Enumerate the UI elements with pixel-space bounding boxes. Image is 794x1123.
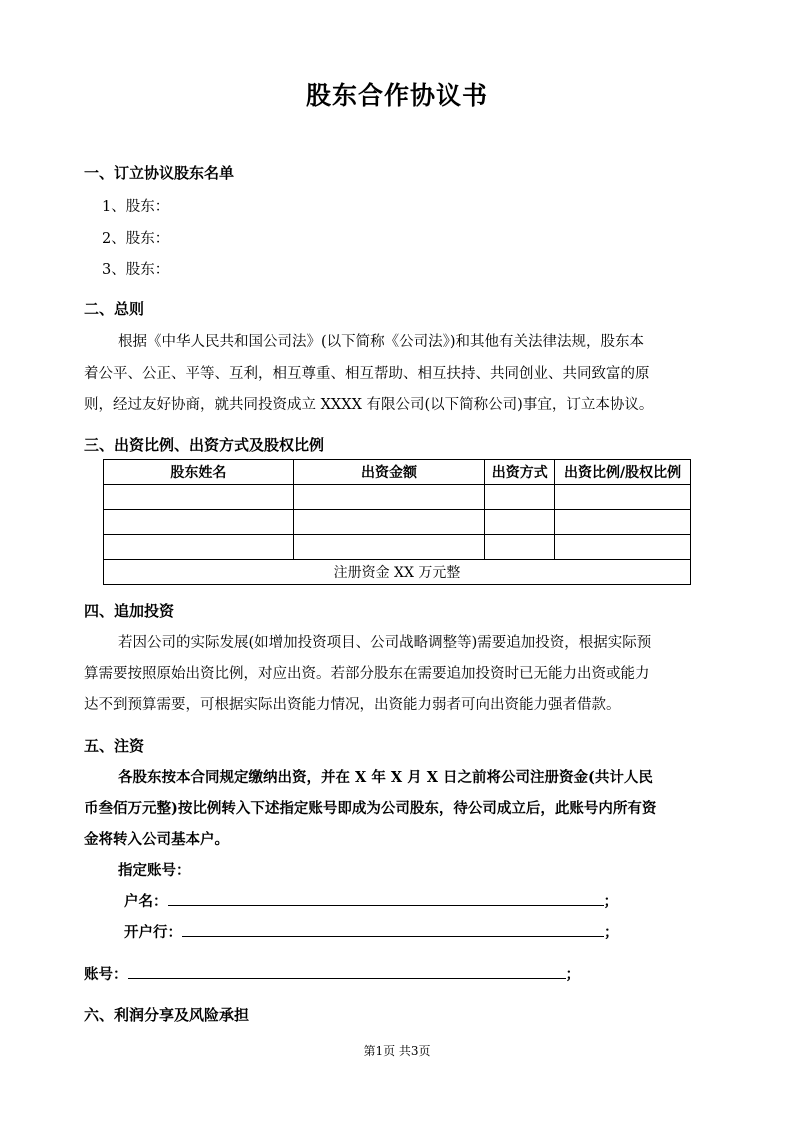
general-paragraph-line-1: 根据《中华人民共和国公司法》(以下简称《公司法》)和其他有关法律法规，股东本 — [118, 334, 645, 350]
page-number-footer: 第1页 共3页 — [363, 1044, 431, 1058]
account-number-label: 账号： — [84, 966, 128, 983]
bank-semicolon: ； — [604, 924, 619, 941]
section-1-heading: 一、订立协议股东名单 — [84, 164, 235, 182]
account-number-semicolon: ； — [565, 966, 580, 983]
table-cell — [555, 535, 691, 560]
section-6-heading: 六、利润分享及风险承担 — [84, 1006, 250, 1024]
table-header-row — [104, 460, 691, 485]
section-2-heading: 二、总则 — [84, 300, 145, 318]
bank-label: 开户行： — [124, 924, 182, 941]
shareholder-1-line: 1、股东： — [102, 199, 170, 215]
general-paragraph-line-3: 则，经过友好协商，就共同投资成立 XXXX 有限公司(以下简称公司)事宜，订立本协议。 — [84, 397, 654, 413]
capital-injection-line-2: 币叁佰万元整)按比例转入下述指定账号即成为公司股东，待公司成立后，此账号内所有资 — [84, 800, 657, 817]
shareholder-2-line: 2、股东： — [102, 231, 170, 247]
shareholder-3-line: 3、股东： — [102, 262, 170, 278]
account-name-label: 户名： — [124, 893, 168, 910]
table-cell — [485, 510, 555, 535]
table-footer-row — [104, 560, 691, 585]
additional-investment-line-3: 达不到预算需要，可根据实际出资能力情况，出资能力弱者可向出资能力强者借款。 — [84, 697, 621, 713]
bank-blank[interactable] — [182, 922, 604, 937]
registered-capital-cell: 注册资金 XX 万元整 — [104, 560, 691, 585]
table-cell — [293, 485, 485, 510]
additional-investment-line-1: 若因公司的实际发展(如增加投资项目、公司战略调整等)需要追加投资，根据实际预 — [118, 635, 652, 651]
table-cell — [293, 510, 485, 535]
table-cell — [104, 535, 294, 560]
document-title: 股东合作协议书 — [305, 81, 488, 110]
header-capital-amount: 出资金额 — [293, 460, 485, 485]
table-cell — [485, 535, 555, 560]
header-shareholder-name: 股东姓名 — [104, 460, 294, 485]
table-cell — [104, 510, 294, 535]
designated-account-label: 指定账号： — [118, 862, 191, 879]
section-5-heading: 五、注资 — [84, 737, 145, 755]
additional-investment-line-2: 算需要按照原始出资比例，对应出资。若部分股东在需要追加投资时已无能力出资或能力 — [84, 666, 650, 682]
section-3-heading: 三、出资比例、出资方式及股权比例 — [84, 436, 325, 454]
table-row — [104, 485, 691, 510]
bank-row — [124, 921, 619, 942]
header-capital-method: 出资方式 — [485, 460, 555, 485]
general-paragraph-line-2: 着公平、公正、平等、互利，相互尊重、相互帮助、相互扶持、共同创业、共同致富的原 — [84, 366, 650, 382]
account-name-semicolon: ； — [603, 893, 618, 910]
table-cell — [104, 485, 294, 510]
capital-injection-line-1: 各股东按本合同规定缴纳出资，并在 X 年 X 月 X 日之前将公司注册资金(共计人民 — [118, 769, 653, 786]
table-cell — [293, 535, 485, 560]
table-cell — [555, 485, 691, 510]
table-row — [104, 535, 691, 560]
section-4-heading: 四、追加投资 — [84, 602, 175, 620]
account-name-row — [124, 890, 618, 911]
table-cell — [555, 510, 691, 535]
investment-table — [103, 459, 691, 585]
table-cell — [485, 485, 555, 510]
account-number-row — [84, 963, 580, 984]
table-row — [104, 510, 691, 535]
account-number-blank[interactable] — [128, 964, 566, 979]
header-equity-ratio: 出资比例/股权比例 — [555, 460, 691, 485]
account-name-blank[interactable] — [168, 891, 604, 906]
capital-injection-line-3: 金将转入公司基本户。 — [84, 831, 229, 848]
